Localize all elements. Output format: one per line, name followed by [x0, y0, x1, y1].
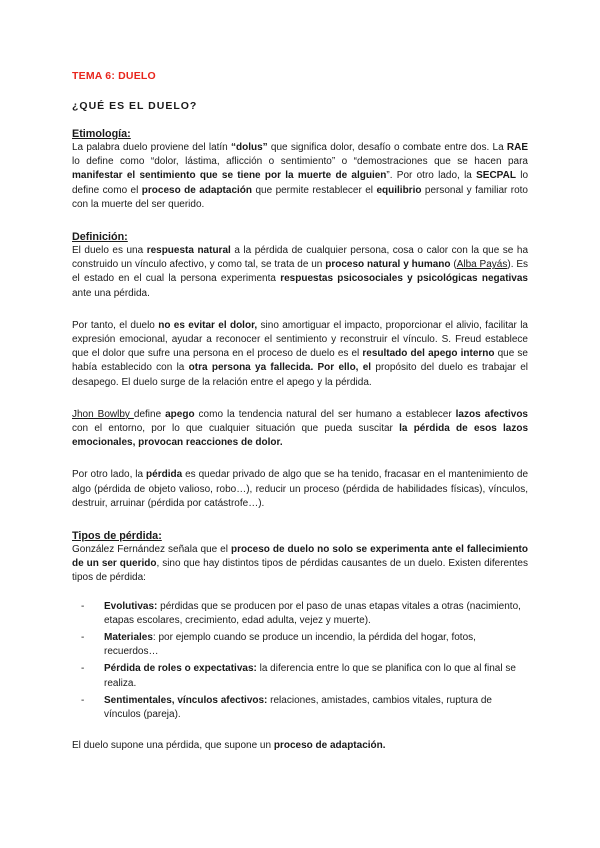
- paragraph-definicion-3: Jhon Bowlby define apego como la tendencia natural del ser humano a establecer lazos afectivos con el entorno, por lo que cualquier situación que pueda suscitar la pérdida de esos lazos emocionales, provocan reacciones de dolor.: [72, 408, 529, 449]
- paragraph-closing: El duelo supone una pérdida, que supone un proceso de adaptación.: [72, 740, 386, 752]
- paragraph-definicion-2: Por tanto, el duelo no es evitar el dolor, sino amortiguar el impacto, proporcionar el alivio, facilitar la expresión emocional, ayudar a reconocer el sentimiento y reconstruir el vínculo. S. Freud establece que el dolor que sufre una persona en el proceso de duelo es el resultado del apego interno que se había establecido con la otra persona ya fallecida. Por ello, el propósito del duelo es trabajar el desapego. El duelo surge de la relación entre el apego y la pérdida.: [72, 319, 528, 388]
- list-item: - Evolutivas: pérdidas que se producen por el paso de unas etapas vitales a otras (nacimiento, etapas escolares, crecimiento, edad adulta, vejez y muerte).: [104, 600, 528, 628]
- paragraph-tipos-intro: González Fernández señala que el proceso de duelo no solo se experimenta ante el fallecimiento de un ser querido, sino que hay distintos tipos de pérdidas causantes de un duelo. Existen diferentes tipos de pérdida:: [72, 544, 528, 584]
- paragraph-definicion-1: El duelo es una respuesta natural a la pérdida de cualquier persona, cosa o calor con la que se ha construido un vínculo afectivo, y como tal, se trata de un proceso natural y humano (Alba Payás). Es el estado en el cual la persona experimenta respuestas psicosociales y psicológicas negativas ante una pérdida.: [72, 245, 529, 299]
- paragraph-etimologia: La palabra duelo proviene del latín “dolus” que significa dolor, desafío o combate entre dos. La RAE lo define como “dolor, lástima, aflicción o sentimiento” o “demostraciones que se hacen para manifestar el sentimiento que se tiene por la muerte de alguien”. Por otro lado, la SECPAL lo define como el proceso de adaptación que permite restablecer el equilibrio personal y familiar roto con la muerte del ser querido.: [72, 142, 529, 210]
- heading-etimologia: Etimología:: [72, 128, 131, 140]
- document-page: [72, 70, 528, 754]
- document-title: TEMA 6: DUELO: [72, 70, 156, 82]
- list-item: - Pérdida de roles o expectativas: la diferencia entre lo que se planifica con lo que al final se realiza.: [104, 662, 528, 690]
- section-question: ¿QUÉ ES EL DUELO?: [72, 100, 198, 112]
- loss-types-list: [72, 600, 528, 723]
- heading-definicion: Definición:: [72, 231, 128, 244]
- heading-tipos: Tipos de pérdida:: [72, 530, 162, 543]
- list-item: - Materiales: por ejemplo cuando se produce un incendio, la pérdida del hogar, fotos, recuerdos…: [104, 631, 528, 659]
- link-alba-payas[interactable]: Alba Payás: [456, 259, 508, 271]
- link-jhon-bowlby[interactable]: Jhon Bowlby: [72, 408, 134, 420]
- paragraph-definicion-4: Por otro lado, la pérdida es quedar privado de algo que se ha tenido, fracasar en el mantenimiento de algo (pérdida de objeto valioso, robo…), reducir un proceso (pérdida de habilidades físicas), vínculos, destruir, arruinar (pérdida por catástrofe…).: [72, 469, 529, 509]
- list-item: - Sentimentales, vínculos afectivos: relaciones, amistades, cambios vitales, ruptura de vínculos (pareja).: [104, 694, 528, 722]
